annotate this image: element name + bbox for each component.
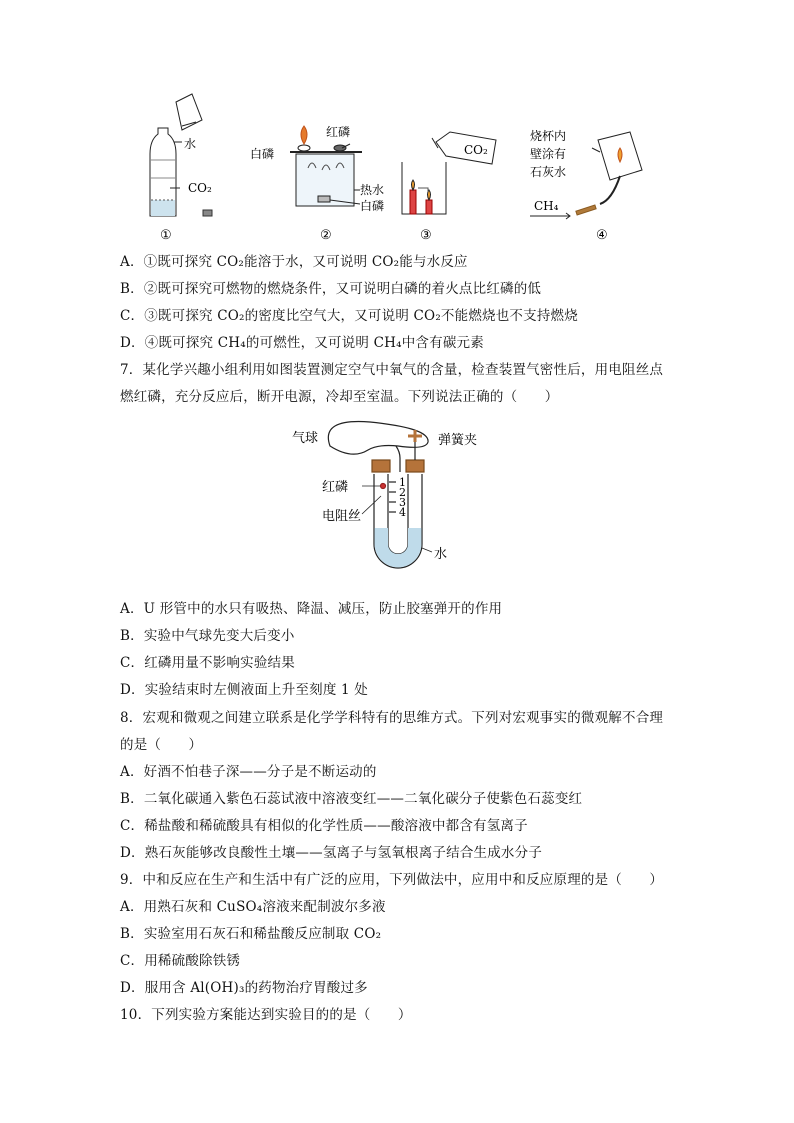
mark-2: 2: [399, 486, 406, 499]
label-clamp: 弹簧夹: [438, 433, 478, 448]
q8-option-a: A．好酒不怕巷子深——分子是不断运动的: [120, 764, 377, 780]
q6-option-d: D．④既可探究 CH₄的可燃性，又可说明 CH₄中含有碳元素: [120, 335, 484, 351]
label-coated: 壁涂有: [530, 147, 567, 161]
label-co2: CO₂: [188, 181, 212, 195]
q9-option-a: A．用熟石灰和 CuSO₄溶液来配制波尔多液: [120, 899, 386, 915]
q9-stem: 9．中和反应在生产和生活中有广泛的应用，下列做法中，应用中和反应原理的是（ ）: [120, 872, 664, 888]
mark-3: 3: [399, 496, 406, 509]
q6-option-a: A．①既可探究 CO₂能溶于水，又可说明 CO₂能与水反应: [120, 254, 468, 270]
q6-figure: [130, 92, 670, 250]
mark-4: 4: [399, 506, 406, 519]
label-hot-water: 热水: [360, 183, 385, 197]
number-4: ④: [596, 228, 608, 243]
q7-option-d: D．实验结束时左侧液面上升至刻度 1 处: [120, 682, 368, 698]
q6-option-c: C．③既可探究 CO₂的密度比空气大，又可说明 CO₂不能燃烧也不支持燃烧: [120, 308, 578, 324]
label-water-q7: 水: [434, 547, 448, 562]
q7-stem-line2: 燃红磷，充分反应后，断开电源，冷却至室温。下列说法正确的（ ）: [120, 389, 559, 405]
q6-figure-svg: [130, 92, 670, 250]
label-wire: 电阻丝: [322, 509, 362, 524]
label-red-p: 红磷: [326, 125, 351, 139]
q8-stem-line2: 的是（ ）: [120, 737, 203, 753]
number-2: ②: [320, 228, 332, 243]
number-3: ③: [420, 228, 432, 243]
q8-option-d: D．熟石灰能够改良酸性土壤——氢离子与氢氧根离子结合生成水分子: [120, 845, 543, 861]
q9-option-c: C．用稀硫酸除铁锈: [120, 953, 241, 969]
label-red-p-q7: 红磷: [322, 480, 349, 495]
bottle-apparatus: [150, 94, 212, 216]
q9-option-d: D．服用含 Al(OH)₃的药物治疗胃酸过多: [120, 980, 368, 996]
q7-figure: [290, 416, 510, 588]
label-white-p2: 白磷: [360, 199, 385, 213]
q7-figure-svg: [290, 416, 510, 588]
q8-option-c: C．稀盐酸和稀硫酸具有相似的化学性质——酸溶液中都含有氢离子: [120, 818, 528, 834]
q7-option-c: C．红磷用量不影响实验结果: [120, 655, 295, 671]
q7-stem-line1: 7．某化学兴趣小组利用如图装置测定空气中氧气的含量，检查装置气密性后，用电阻丝点: [120, 362, 664, 378]
q8-option-b: B．二氧化碳通入紫色石蕊试液中溶液变红——二氧化碳分子使紫色石蕊变红: [120, 791, 583, 807]
q8-stem-line1: 8．宏观和微观之间建立联系是化学学科特有的思维方式。下列对宏观事实的微观解不合理: [120, 710, 664, 726]
q7-option-b: B．实验中气球先变大后变小: [120, 628, 295, 644]
q7-option-a: A．U 形管中的水只有吸热、降温、减压，防止胶塞弹开的作用: [120, 601, 503, 617]
label-ch4: CH₄: [534, 199, 559, 213]
q9-option-b: B．实验室用石灰石和稀盐酸反应制取 CO₂: [120, 926, 382, 942]
label-white-p: 白磷: [250, 147, 275, 161]
label-limewater: 石灰水: [530, 165, 567, 179]
mark-1: 1: [399, 476, 406, 489]
label-water: 水: [184, 137, 197, 151]
label-co2-box: CO₂: [464, 143, 488, 157]
label-beaker-inner: 烧杯内: [530, 129, 567, 143]
label-balloon: 气球: [292, 431, 319, 446]
q10-stem: 10．下列实验方案能达到实验目的的是（ ）: [120, 1007, 412, 1023]
balloon-shape: [328, 422, 428, 455]
q6-option-b: B．②既可探究可燃物的燃烧条件，又可说明白磷的着火点比红磷的低: [120, 281, 542, 297]
number-1: ①: [160, 228, 172, 243]
